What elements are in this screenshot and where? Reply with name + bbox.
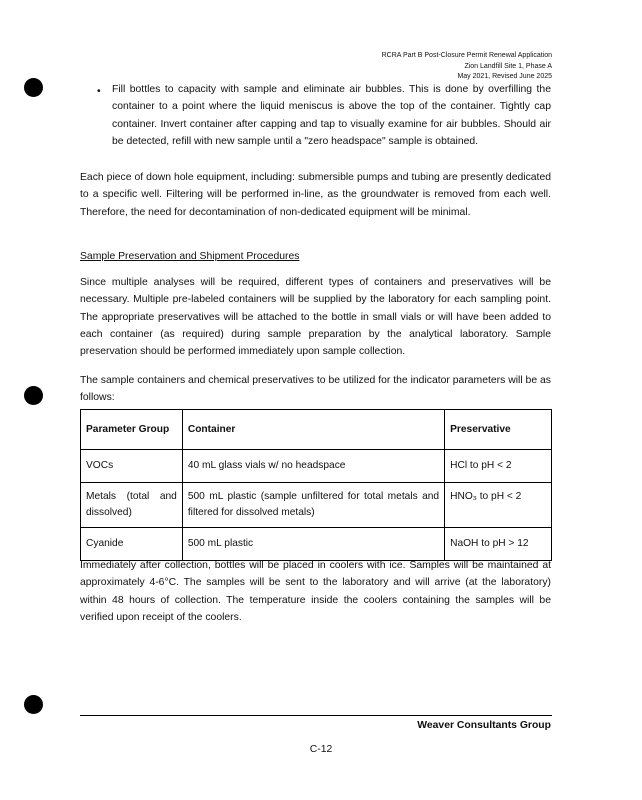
paragraph-table-intro: The sample containers and chemical preservatives to be utilized for the indicator parameters will be as follows: xyxy=(80,375,551,404)
table-cell: Metals (total and dissolved) xyxy=(81,483,183,528)
paragraph-preservation: Since multiple analyses will be required, different types of containers and preservatives will be necessary. Multiple pre-labeled containers will be supplied by the laboratory for each sampling point. The appropriate preservatives will be attached to the bottle in small vials or will have been added to each container (as required) during sample preparation by the analytical laboratory. Sample preservation should be performed immediately upon sample collection. xyxy=(80,277,551,358)
table-cell: 40 mL glass vials w/ no headspace xyxy=(182,450,444,483)
page-header xyxy=(382,51,552,83)
table-cell: VOCs xyxy=(81,450,183,483)
table-header: Preservative xyxy=(445,410,552,450)
section-heading: Sample Preservation and Shipment Procedures xyxy=(80,251,300,262)
table-cell: 500 mL plastic (sample unfiltered for total metals and filtered for dissolved metals) xyxy=(182,483,444,528)
page-number: C-12 xyxy=(309,744,333,755)
table-row xyxy=(81,483,552,528)
table-row xyxy=(81,528,552,561)
header-line-2: Zion Landfill Site 1, Phase A xyxy=(464,62,552,70)
footer-divider xyxy=(80,715,552,716)
table-cell: NaOH to pH > 12 xyxy=(445,528,552,561)
binder-hole-middle xyxy=(24,386,43,405)
preservatives-table xyxy=(80,409,552,561)
paragraph-equipment: Each piece of down hole equipment, including: submersible pumps and tubing are presently dedicated to a specific well. Filtering will be performed in-line, as the groundwater is removed from each well. Therefore, the need for decontamination of non-dedicated equipment will be minimal. xyxy=(80,172,551,218)
table-cell: Cyanide xyxy=(81,528,183,561)
paragraph-closing: Immediately after collection, bottles will be placed in coolers with ice. Samples will be maintained at approximately 4-6°C. The samples will be sent to the laboratory and will arrive (at the laboratory) within 48 hours of collection. The temperature inside the coolers containing the samples will be verified upon receipt of the coolers. xyxy=(80,560,551,623)
table-header: Container xyxy=(182,410,444,450)
binder-hole-top xyxy=(24,78,43,97)
header-line-1: RCRA Part B Post-Closure Permit Renewal Application xyxy=(381,52,552,59)
table-cell: HCl to pH < 2 xyxy=(445,450,552,483)
table-row xyxy=(81,450,552,483)
bullet-fill-bottles: Fill bottles to capacity with sample and eliminate air bubbles. This is done by overfilling the container to a point where the liquid meniscus is above the top of the container. Tightly cap container. Invert container after capping and tap to visually examine for air bubbles. Should air be detected, refill with new sample until a "zero headspace" sample is obtained. xyxy=(112,84,551,147)
binder-hole-bottom xyxy=(24,695,43,714)
table-header: Parameter Group xyxy=(81,410,183,450)
table-cell: 500 mL plastic xyxy=(182,528,444,561)
header-line-3: May 2021, Revised June 2025 xyxy=(457,73,552,80)
footer-company: Weaver Consultants Group xyxy=(417,720,551,731)
bullet-icon: • xyxy=(97,86,101,97)
table-header-row xyxy=(81,410,552,450)
table-cell: HNO₃ to pH < 2 xyxy=(445,483,552,528)
